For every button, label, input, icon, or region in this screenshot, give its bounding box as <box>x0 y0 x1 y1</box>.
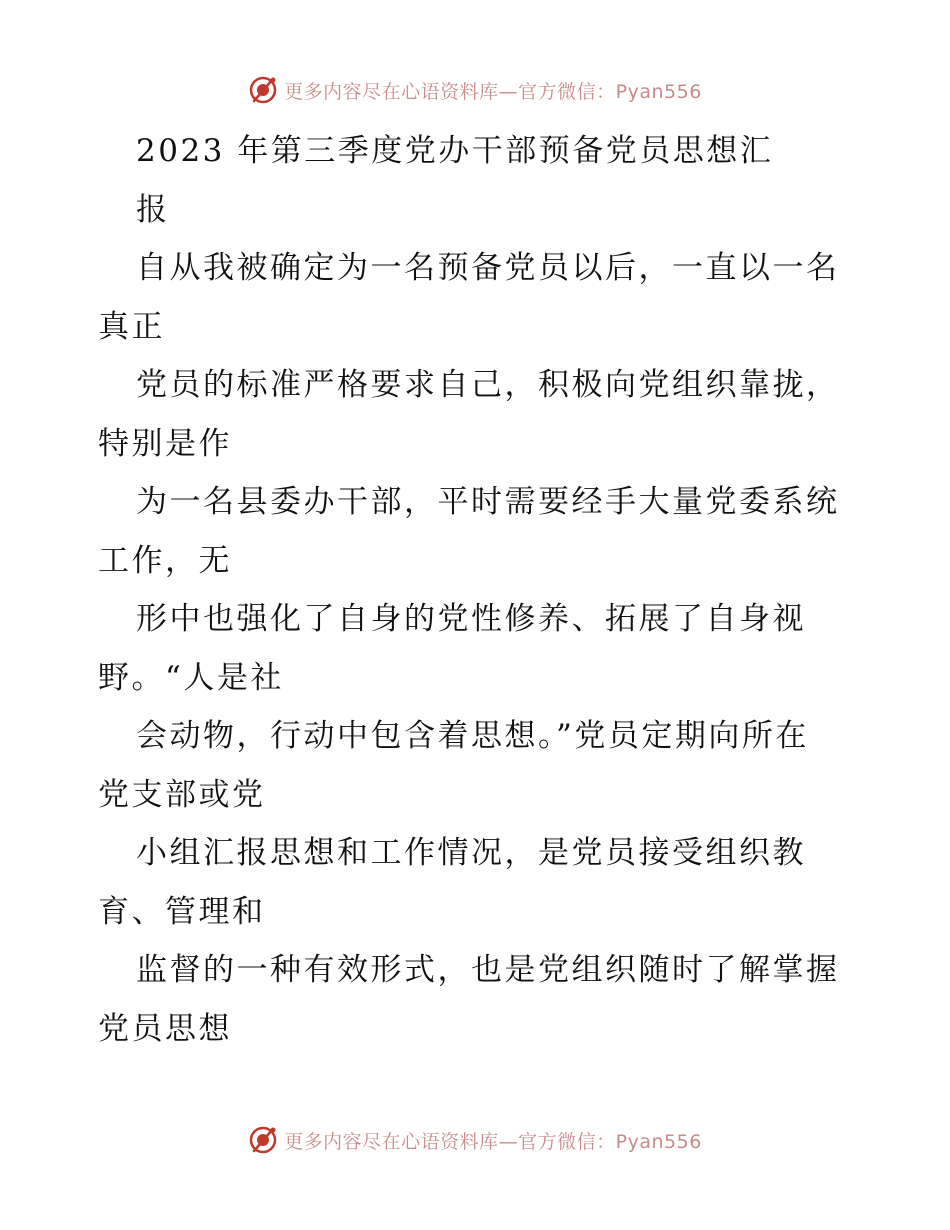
paragraph-line: 小组汇报思想和工作情况，是党员接受组织教 <box>136 835 806 871</box>
paragraph-line: 特别是作 <box>98 425 232 462</box>
paragraph-line: 为一名县委办干部，平时需要经手大量党委系统 <box>136 484 840 520</box>
watermark-text: 更多内容尽在心语资料库—官方微信：Pyan556 <box>284 80 702 103</box>
logo-icon <box>248 1125 278 1155</box>
paragraph-line: 野。“人是社 <box>98 659 284 696</box>
paragraph-line: 真正 <box>98 308 165 345</box>
watermark-text: 更多内容尽在心语资料库—官方微信：Pyan556 <box>284 1130 702 1153</box>
paragraph-line: 工作，无 <box>98 542 232 579</box>
paragraph-line: 党员思想 <box>98 1010 232 1047</box>
paragraph-line: 党员的标准严格要求自己，积极向党组织靠拢， <box>136 367 840 403</box>
document-title-continued: 报 <box>136 191 170 228</box>
watermark-header <box>0 70 950 110</box>
watermark-footer <box>0 1120 950 1160</box>
paragraph-line: 会动物，行动中包含着思想。”党员定期向所在 <box>136 718 809 754</box>
logo-icon <box>248 75 278 105</box>
paragraph-line: 形中也强化了自身的党性修养、拓展了自身视 <box>136 601 806 637</box>
paragraph-line: 党支部或党 <box>98 776 266 813</box>
paragraph-line: 监督的一种有效形式，也是党组织随时了解掌握 <box>136 952 840 988</box>
document-title: 2023 年第三季度党办干部预备党员思想汇 <box>136 133 774 169</box>
paragraph-line: 自从我被确定为一名预备党员以后，一直以一名 <box>136 250 840 286</box>
document-body <box>98 122 868 1058</box>
paragraph-line: 育、管理和 <box>98 893 266 930</box>
